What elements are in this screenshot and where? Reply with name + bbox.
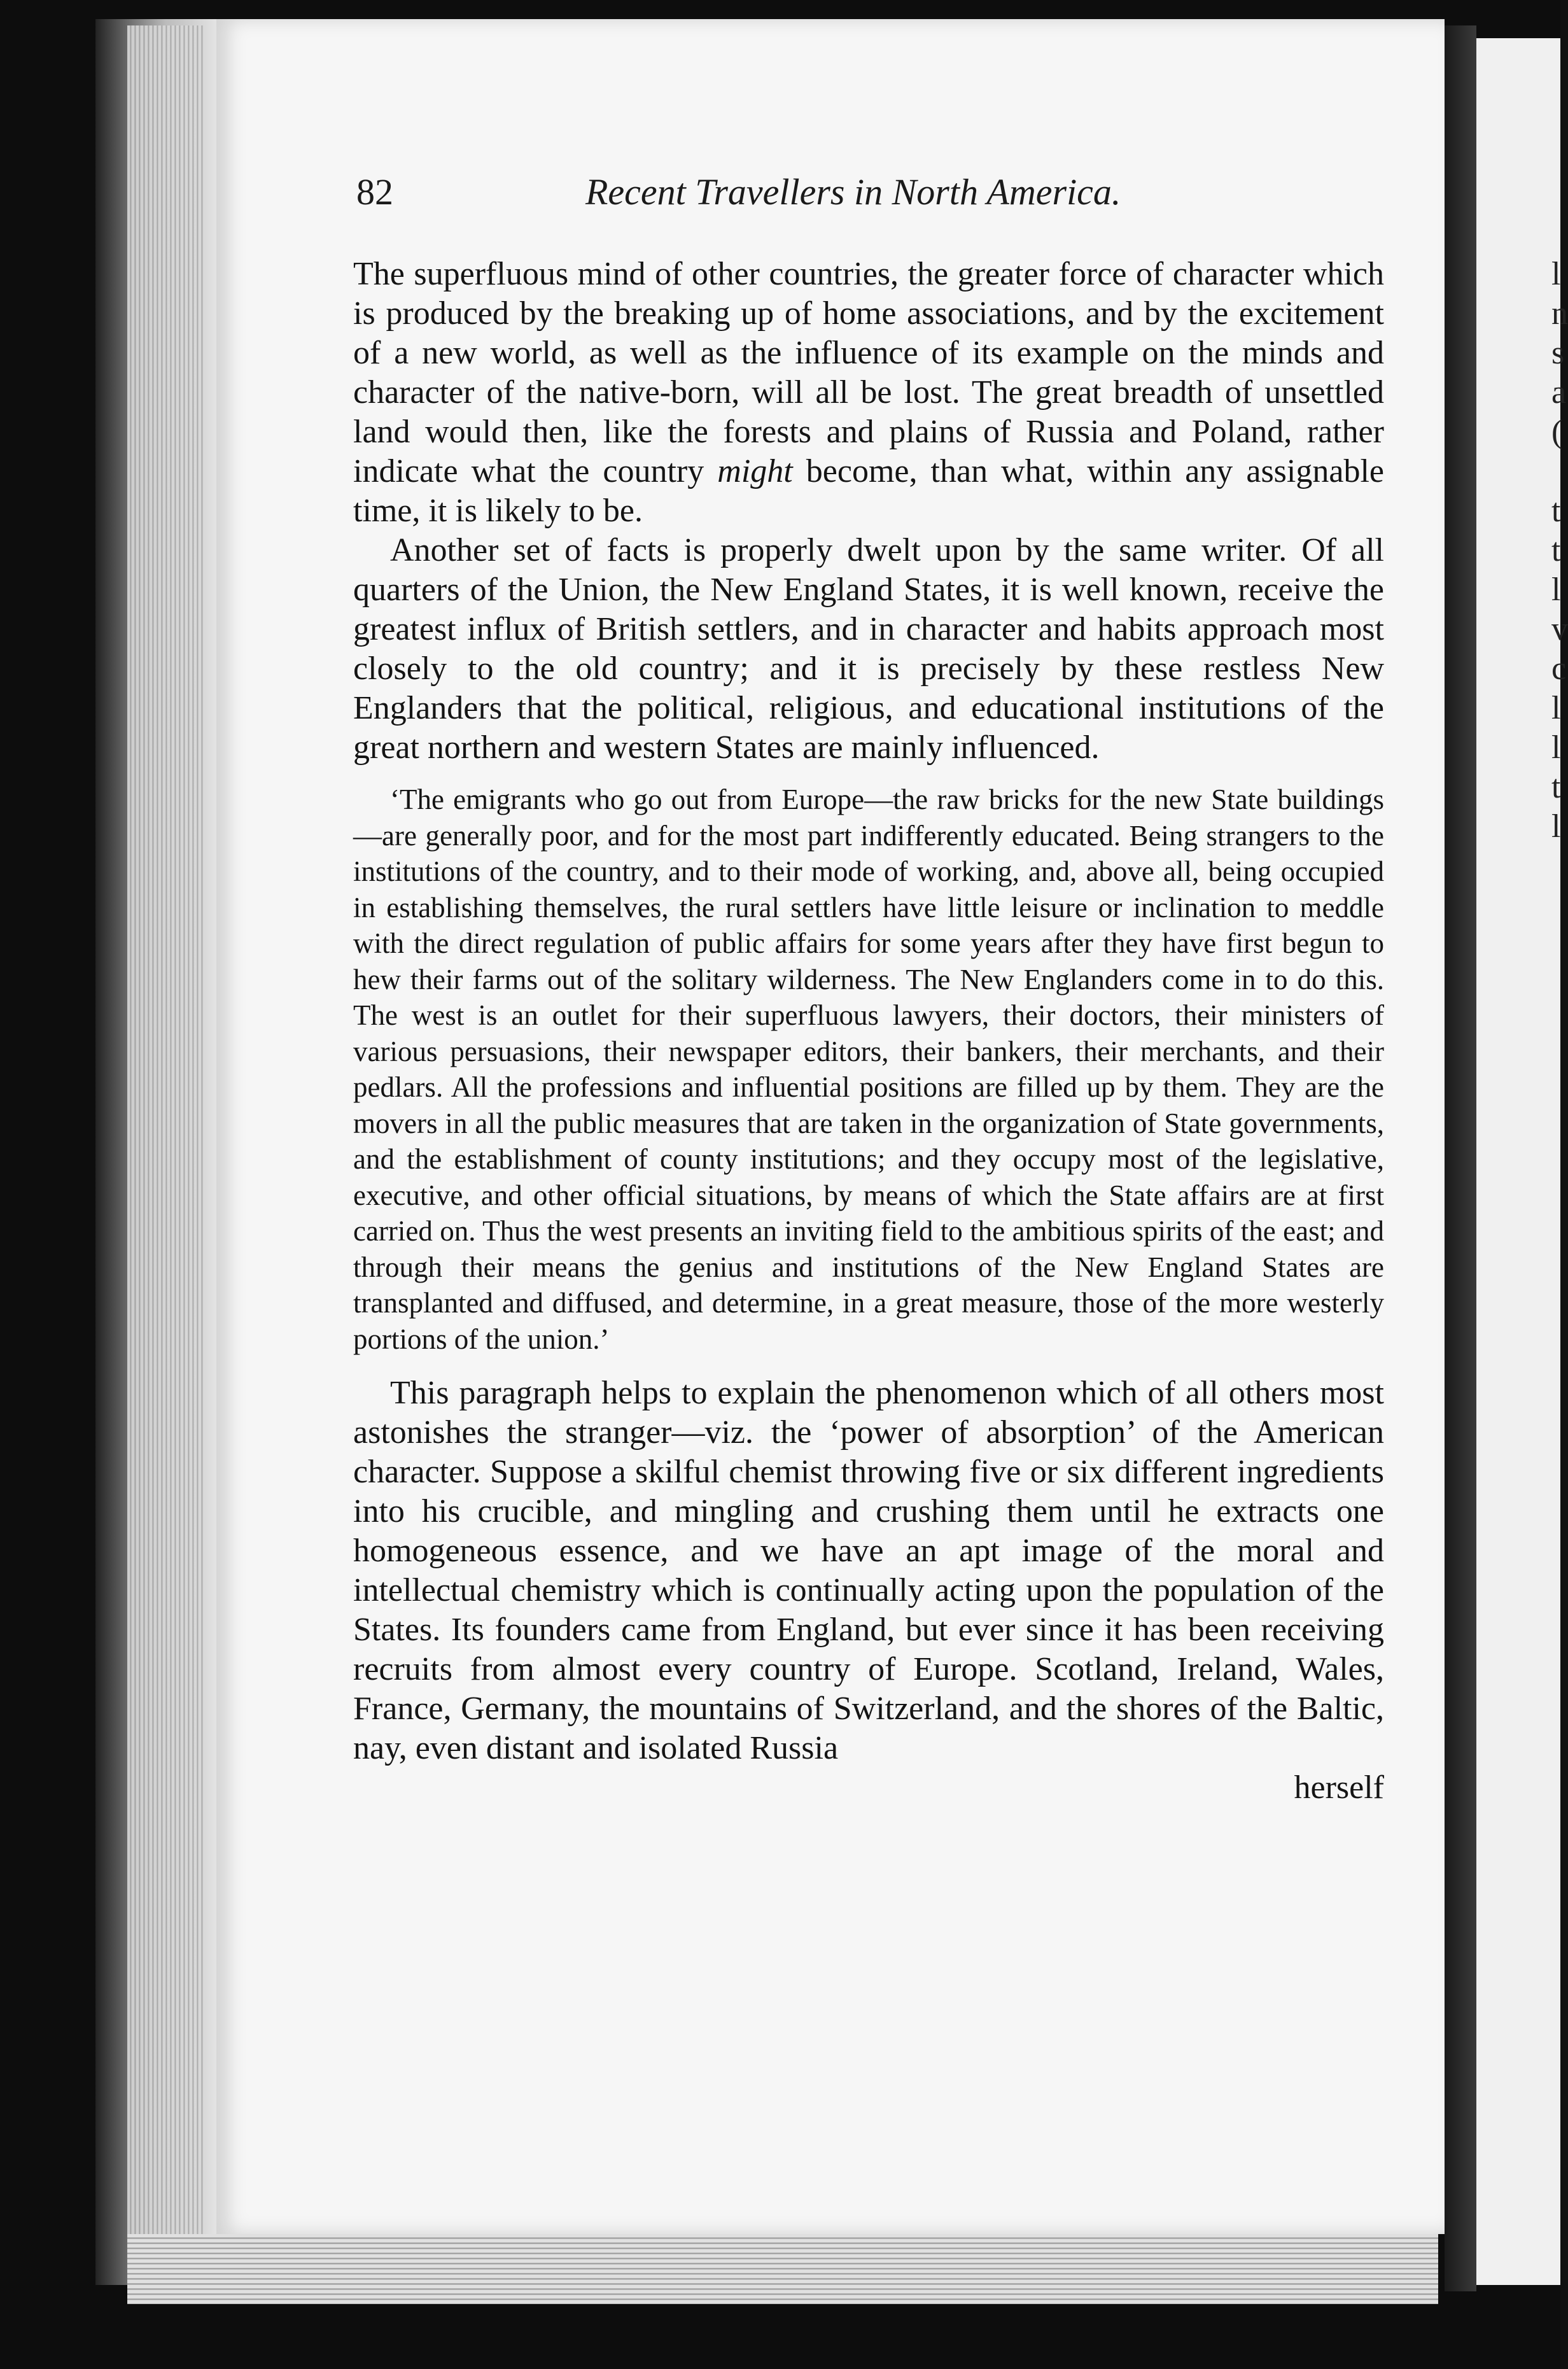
page-edges-left bbox=[127, 25, 204, 2240]
paragraph-1-end: become, than what, within any assignable time, it is likely to be. bbox=[353, 453, 1384, 529]
paragraph-1-italic: might bbox=[717, 453, 793, 489]
paragraph-3: This paragraph helps to explain the phenomenon which of all others most astonishes the stranger—viz. the ‘power of absorption’ of the American character. Suppose a skilful chemist throwing five or six different ingredients into his crucible, and mingling and crushing them until he extracts one homogeneous essence, and we have an apt image of the moral and intellectual chemistry which is continually acting upon the population of the States. Its founders came from England, but ever since it has been receiving recruits from almost every country of Europe. Scotland, Ireland, Wales, France, Germany, the mountains of Switzerland, and the shores of the Baltic, nay, even distant and isolated Russia bbox=[353, 1375, 1384, 1766]
facing-page-fragment: l n s a ( t t l v c l l t l bbox=[1551, 256, 1568, 845]
gutter-shadow bbox=[1445, 25, 1476, 2291]
paragraph-1-text: The superfluous mind of other countries, the greater force of character which is produced by the breaking up of home associations, and by the excitement of a new world, as well as the influence of its example on the minds and character of the native-born, will all be lost. The great breadth of unsettled land would then, like the forests and plains of Russia and Poland, rather indicate what the country bbox=[353, 256, 1384, 489]
facing-page bbox=[1476, 38, 1568, 2285]
catchword: herself bbox=[1294, 1769, 1384, 1806]
body-text bbox=[353, 255, 1384, 1808]
page-edges-bottom bbox=[127, 2234, 1438, 2304]
page-number: 82 bbox=[356, 171, 393, 213]
running-title: Recent Travellers in North America. bbox=[585, 171, 1121, 213]
paragraph-1 bbox=[353, 255, 1384, 531]
running-head bbox=[356, 171, 1273, 221]
block-quote: ‘The emigrants who go out from Europe—the raw bricks for the new State buildings—are generally poor, and for the most part indifferently educated. Being strangers to the institutions of the country, and to their mode of working, and, above all, being occupied in establishing themselves, the rural settlers have little leisure or inclination to meddle with the direct regulation of public affairs for some years after they have first begun to hew their farms out of the solitary wilderness. The New Englanders come in to do this. The west is an outlet for their superfluous lawyers, their doctors, their ministers of various persuasions, their newspaper editors, their bankers, their merchants, and their pedlars. All the professions and influential positions are filled up by them. They are the movers in all the public measures that are taken in the organization of State governments, and the establishment of county institutions; and they occupy most of the legislative, executive, and other official situations, by means of which the State affairs are at first carried on. Thus the west presents an inviting field to the ambitious spirits of the east; and through their means the genius and institutions of the New England States are transplanted and diffused, and determine, in a great measure, those of the more westerly portions of the union.’ bbox=[353, 784, 1384, 1355]
paragraph-2: Another set of facts is properly dwelt upon by the same writer. Of all quarters of the Union, the New England States, it is well known, receive the greatest influx of British settlers, and in character and habits approach most closely to the old country; and it is precisely by these restless New Englanders that the political, religious, and educational institutions of the great northern and western States are mainly influenced. bbox=[353, 532, 1384, 766]
